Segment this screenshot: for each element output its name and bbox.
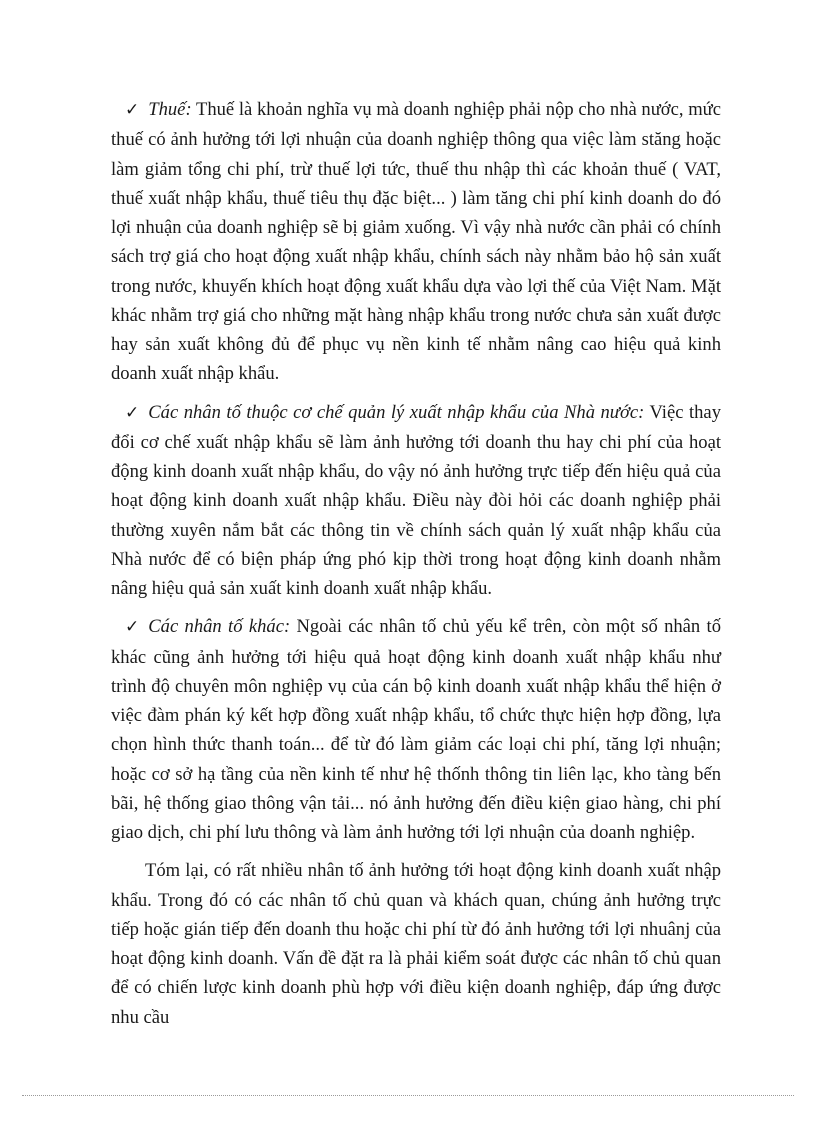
check-icon: ✓ <box>125 402 140 423</box>
footer-divider <box>22 1095 794 1096</box>
check-icon: ✓ <box>125 617 140 638</box>
paragraph-text: Thuế là khoản nghĩa vụ mà doanh nghiệp phải nộp cho nhà nước, mức thuế có ảnh hưởng tới lợi nhuận của doanh nghiệp thông qua việc làm stăng hoặc làm giảm tổng chi phí, trừ thuế lợi tức, thuế thu nhập thì các khoản thuế ( VAT, thuế xuất nhập khẩu, thuế tiêu thụ đặc biệt... ) làm tăng chi phí kinh doanh do đó lợi nhuận của doanh nghiệp sẽ bị giảm xuống. Vì vậy nhà nước cần phải có chính sách trợ giá cho hoạt động xuất nhập khẩu, chính sách này nhằm bảo hộ sản xuất trong nước, khuyến khích hoạt động xuất khẩu dựa vào lợi thế của Việt Nam. Mặt khác nhằm trợ giá cho những mặt hàng nhập khẩu trong nước chưa sản xuất được hay sản xuất không đủ để phục vụ nền kinh tế nhằm nâng cao hiệu quả kinh doanh xuất nhập khẩu. <box>111 99 722 385</box>
paragraph-thue <box>111 95 721 389</box>
paragraph-text: Ngoài các nhân tố chủ yếu kể trên, còn một số nhân tố khác cũng ảnh hưởng tới hiệu quả hoạt động kinh doanh xuất nhập khẩu như trình độ chuyên môn nghiệp vụ của cán bộ kinh doanh xuất nhập khẩu thể hiện ở việc đàm phán ký kết hợp đồng xuất nhập khẩu, tổ chức thực hiện hợp đồng, lựa chọn hình thức thanh toán... để từ đó làm giảm các loại chi phí, tăng lợi nhuận; hoặc cơ sở hạ tầng của nền kinh tế như hệ thốnh thông tin liên lạc, kho tàng bến bãi, hệ thống giao thông vận tải... nó ảnh hưởng đến điều kiện giao hàng, chi phí giao dịch, chi phí lưu thông và làm ảnh hưởng tới lợi nhuận của doanh nghiệp. <box>111 616 722 843</box>
paragraph-text: Việc thay đổi cơ chế xuất nhập khẩu sẽ làm ảnh hưởng tới doanh thu hay chi phí của hoạt động kinh doanh xuất nhập khẩu, do vậy nó ảnh hưởng trực tiếp đến hiệu quả của hoạt động kinh doanh xuất nhập khẩu. Điều này đòi hỏi các doanh nghiệp phải thường xuyên nắm bắt các thông tin về chính sách quản lý xuất nhập khẩu của Nhà nước để có biện pháp ứng phó kịp thời trong hoạt động kinh doanh nhằm nâng hiệu quả sản xuất kinh doanh xuất nhập khẩu. <box>111 401 721 599</box>
paragraph-text: Tóm lại, có rất nhiều nhân tố ảnh hưởng tới hoạt động kinh doanh xuất nhập khẩu. Trong đó có các nhân tố chủ quan và khách quan, chúng ảnh hưởng trực tiếp hoặc gián tiếp đến doanh thu hoặc chi phí từ đó ảnh hưởng tới lợi nhuânj của hoạt động kinh doanh. Vấn đề đặt ra là phải kiểm soát được các nhân tố chủ quan để có chiến lược kinh doanh phù hợp với điều kiện doanh nghiệp, đáp ứng được nhu cầu <box>111 860 721 1028</box>
document-body <box>111 95 721 1041</box>
paragraph-lead: Các nhân tố khác: <box>148 616 291 638</box>
paragraph-lead: Thuế: <box>148 99 192 120</box>
paragraph-co-che-quan-ly <box>111 398 721 604</box>
paragraph-tom-lai <box>111 856 721 1032</box>
paragraph-nhan-to-khac <box>111 612 721 847</box>
check-icon: ✓ <box>125 100 140 120</box>
paragraph-lead: Các nhân tố thuộc cơ chế quản lý xuất nhập khẩu của Nhà nước: <box>148 401 645 423</box>
